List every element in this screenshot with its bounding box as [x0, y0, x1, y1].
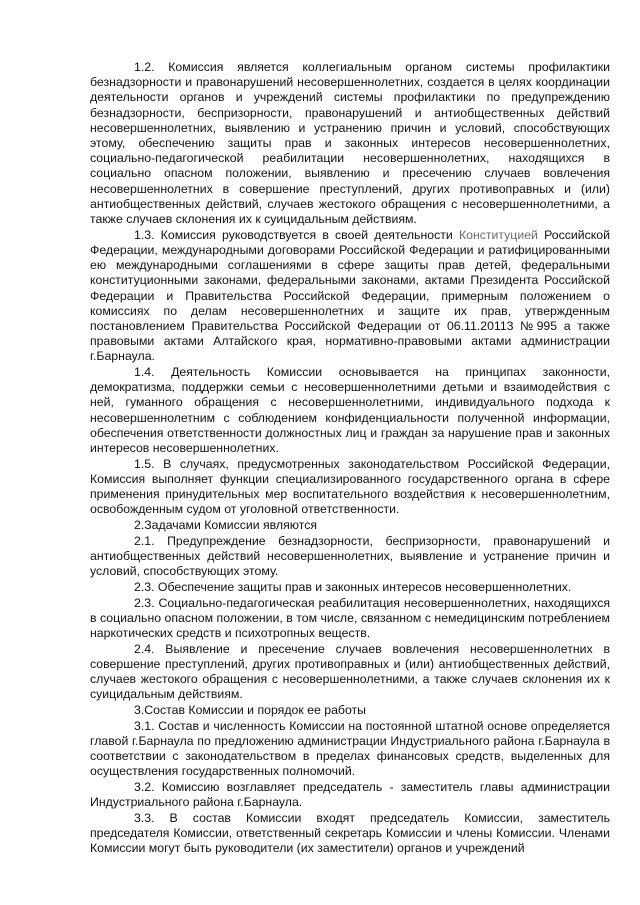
document-page	[90, 60, 610, 857]
paragraph-2-4: 2.4. Выявление и пресечение случаев вовлечения несовершеннолетних в совершение преступлений, других противоправных и (или) антиобщественных действий, случаев жестокого обращения с несовершеннолетними, а также случаев склонения их к суицидальным действиям.	[90, 641, 610, 702]
paragraph-3-1: 3.1. Состав и численность Комиссии на постоянной штатной основе определяется главой г.Барнаула по предложению администрации Индустриального района г.Барнаула в соответствии с законодательством в пределах финансовых средств, выделенных для осуществления государственных полномочий.	[90, 718, 610, 779]
paragraph-3-3: 3.3. В состав Комиссии входят председатель Комиссии, заместитель председателя Комиссии, ответственный секретарь Комиссии и члены Комиссии. Членами Комиссии могут быть руководители (их заместители) органов и учреждений	[90, 810, 610, 856]
paragraph-1-3-start: 1.3. Комиссия руководствуется в своей деятельности	[134, 227, 459, 242]
paragraph-1-2: 1.2. Комиссия является коллегиальным органом системы профилактики безнадзорности и правонарушений несовершеннолетних, создается в целях координации деятельности органов и учреждений системы профилактики по предупреждению безнадзорности, беспризорности, правонарушений и антиобщественных действий несовершеннолетних, выявлению и устранению причин и условий, способствующих этому, обеспечению защиты прав и законных интересов несовершеннолетних, социально-педагогической реабилитации несовершеннолетних, находящихся в социально опасном положении, выявлению и пресечению случаев вовлечения несовершеннолетних в совершение преступлений, других противоправных и (или) антиобщественных действий, случаев жестокого обращения с несовершеннолетними, а также случаев склонения их к суицидальным действиям.	[90, 60, 610, 227]
paragraph-3-2: 3.2. Комиссию возглавляет председатель - заместитель главы администрации Индустриального района г.Барнаула.	[90, 780, 610, 810]
section-heading-2: 2.Задачами Комиссии являются	[134, 518, 318, 533]
section-heading-3: 3.Состав Комиссии и порядок ее работы	[134, 703, 366, 718]
paragraph-1-3	[90, 228, 610, 365]
paragraph-1-4: 1.4. Деятельность Комиссии основывается на принципах законности, демократизма, поддержки семьи с несовершеннолетними детьми и взаимодействия с ней, гуманного обращения с несовершеннолетними, индивидуального подхода к несовершеннолетним с соблюдением конфиденциальности полученной информации, обеспечения ответственности должностных лиц и граждан за нарушение прав и законных интересов несовершеннолетних.	[90, 365, 610, 456]
paragraph-2-1: 2.1. Предупреждение безнадзорности, беспризорности, правонарушений и антиобщественных действий несовершеннолетних, выявление и устранение причин и условий, способствующих этому.	[90, 533, 610, 579]
constitution-reference: Конституцией	[458, 227, 538, 242]
paragraph-1-5: 1.5. В случаях, предусмотренных законодательством Российской Федерации, Комиссия выполняет функции специализированного государственного органа в сфере применения принудительных мер воспитательного воздействия к несовершеннолетним, освобожденным судом от уголовной ответственности.	[90, 456, 610, 517]
paragraph-1-3-rest: Российской Федерации, международными договорами Российской Федерации и ратифицированными ею международными соглашениями в сфере защиты прав детей, федеральными конституционными законами, федеральными законами, актами Президента Российской Федерации и Правительства Российской Федерации, примерным положением о комиссиях по делам несовершеннолетних и защите их прав, утвержденным постановлением Правительства Российской Федерации от 06.11.20113 №995 а также правовыми актами Алтайского края, нормативно-правовыми актами администрации г.Барнаула.	[90, 227, 611, 364]
paragraph-2-3-b: 2.3. Социально-педагогическая реабилитация несовершеннолетних, находящихся в социально опасном положении, в том числе, связанном с немедицинским потреблением наркотических средств и психотропных веществ.	[90, 595, 610, 641]
paragraph-2-3-a: 2.3. Обеспечение защиты прав и законных интересов несовершеннолетних.	[134, 579, 572, 594]
